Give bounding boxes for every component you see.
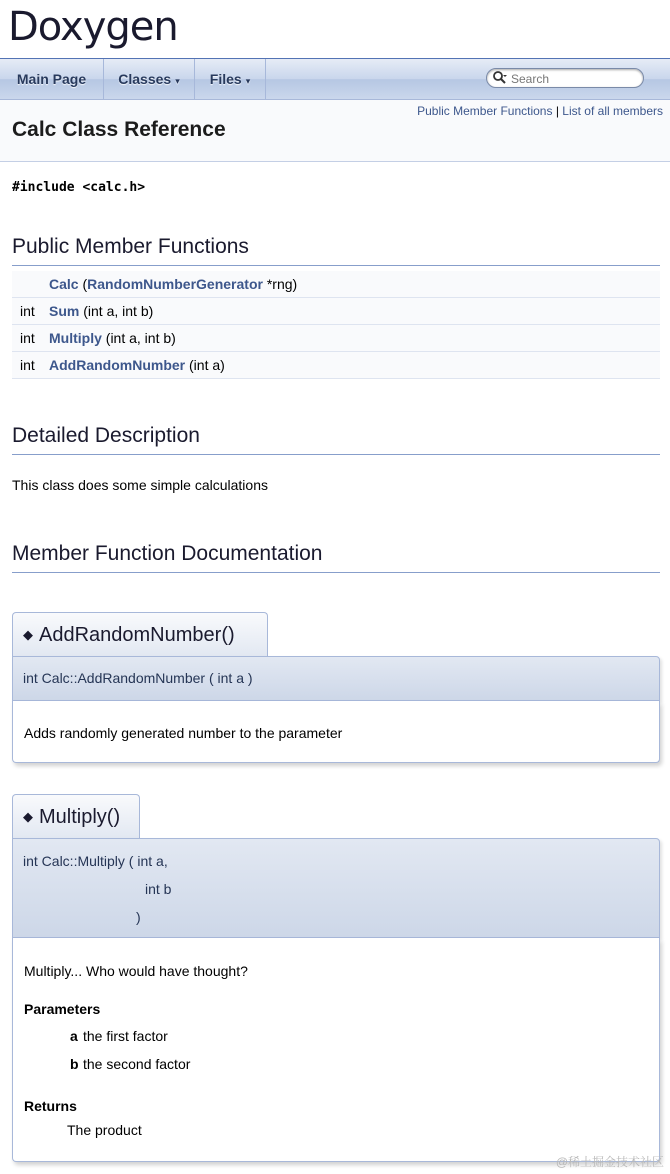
summary-link-public-member-functions[interactable]: Public Member Functions [417, 104, 553, 118]
diamond-icon: ◆ [23, 627, 33, 642]
nav-main-page[interactable] [0, 59, 104, 99]
member-link-calc[interactable]: Calc [49, 276, 79, 292]
watermark: @稀土掘金技术社区 [555, 1155, 664, 1169]
prototype-add-random-number [12, 656, 660, 701]
nav-bar [0, 59, 670, 100]
nav-files-label: Files [209, 71, 242, 87]
detailed-description-text: This class does some simple calculations [12, 477, 268, 493]
project-name: Doxygen [8, 4, 178, 50]
param-desc-a: the first factor [83, 1028, 168, 1044]
member-table [12, 271, 660, 379]
parameters-label: Parameters [24, 1001, 101, 1017]
nav-classes-label: Classes [118, 71, 172, 87]
nav-main-page-label: Main Page [16, 71, 87, 87]
page-header [0, 100, 670, 162]
magnifier-icon[interactable] [492, 69, 508, 88]
memtitle-multiply [12, 794, 140, 838]
prototype-line-1: int Calc::Multiply ( int a, [23, 853, 168, 869]
returns-label: Returns [24, 1098, 77, 1114]
param-name-b: b [70, 1056, 79, 1072]
table-row [12, 298, 660, 325]
chevron-down-icon: ▾ [175, 76, 180, 86]
return-type: int [20, 330, 35, 346]
prototype-line-2: int b [145, 881, 172, 897]
member-signature [49, 303, 153, 319]
member-params: (int a, int b) [101, 330, 176, 346]
prototype-line-3: ) [136, 909, 141, 925]
member-params: (int a) [185, 357, 225, 373]
title-area [0, 0, 670, 59]
prototype-text: int Calc::AddRandomNumber ( int a ) [23, 670, 253, 686]
member-function-documentation-heading: Member Function Documentation [12, 542, 660, 573]
memdoc-text: Multiply... Who would have thought? [24, 963, 248, 979]
table-row [12, 325, 660, 352]
returns-text: The product [67, 1122, 142, 1138]
return-type: int [20, 357, 35, 373]
memdoc-add-random-number [12, 701, 660, 763]
memtitle-add-random-number [12, 612, 268, 656]
return-type: int [20, 303, 35, 319]
member-params-rest: *rng) [262, 276, 298, 292]
member-link-sum[interactable]: Sum [49, 303, 80, 319]
nav-classes-menu[interactable] [104, 59, 195, 99]
search-box[interactable] [486, 68, 644, 88]
summary-separator: | [555, 104, 559, 118]
table-row [12, 352, 660, 379]
member-link-add-random-number[interactable]: AddRandomNumber [49, 357, 186, 373]
memdoc-text: Adds randomly generated number to the parameter [24, 725, 343, 741]
public-member-functions-heading: Public Member Functions [12, 235, 660, 266]
member-params-open: ( [78, 276, 88, 292]
page-title: Calc Class Reference [12, 118, 226, 141]
member-signature [49, 357, 225, 373]
memtitle-label: Multiply() [39, 806, 121, 828]
memdoc-multiply [12, 938, 660, 1162]
member-signature [49, 330, 176, 346]
summary-link-all-members[interactable]: List of all members [562, 104, 663, 118]
table-row [12, 271, 660, 298]
member-params: (int a, int b) [79, 303, 154, 319]
include-line: #include <calc.h> [12, 180, 146, 195]
type-link-random-number-generator[interactable]: RandomNumberGenerator [87, 276, 263, 292]
memtitle-label: AddRandomNumber() [39, 624, 235, 646]
search-input[interactable] [509, 70, 641, 87]
member-link-multiply[interactable]: Multiply [49, 330, 102, 346]
param-name-a: a [70, 1028, 78, 1044]
member-signature [49, 276, 297, 292]
param-desc-b: the second factor [83, 1056, 191, 1072]
chevron-down-icon: ▾ [245, 76, 251, 86]
detailed-description-heading: Detailed Description [12, 424, 660, 455]
nav-files-menu[interactable] [195, 59, 266, 99]
prototype-multiply [12, 838, 660, 938]
summary-links [417, 104, 663, 118]
diamond-icon: ◆ [23, 809, 33, 824]
